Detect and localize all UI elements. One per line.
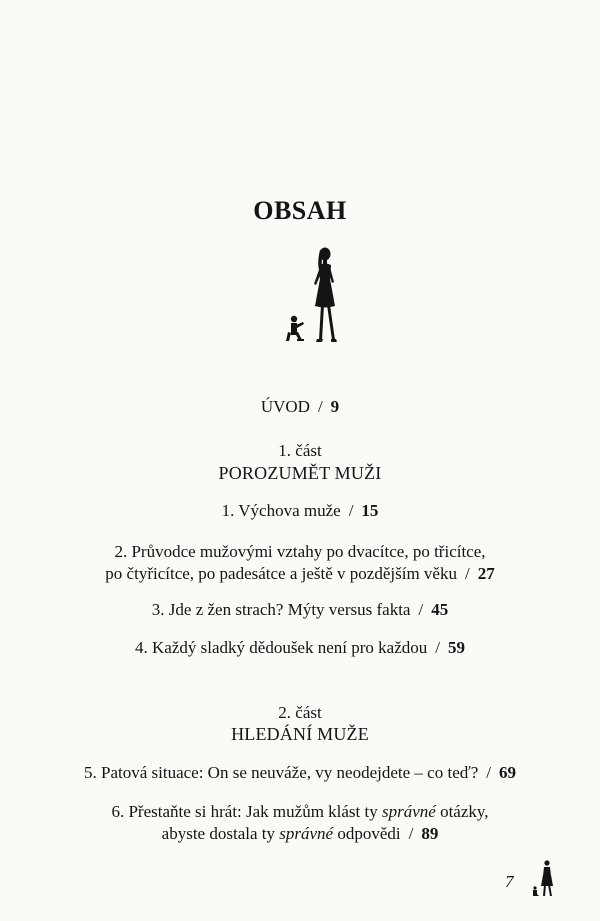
page-title: OBSAH [253,196,347,225]
part1-label: 1. část [278,441,322,460]
part1-heading: POROZUMĚT MUŽI [218,463,382,483]
entry-2-page-number: 27 [477,564,495,583]
entry-6-page-number: 89 [421,824,439,843]
page-number: 7 [505,872,514,891]
entry-3-page-number: 45 [431,600,449,619]
entry-2-title-line-1: 2. Průvodce mužovými vztahy po dvacítce, po třicítce, [114,542,486,561]
entry-4-title: 4. Každý sladký dědoušek není pro každou [135,638,428,657]
toc-entry-4 [0,637,600,659]
entry-6-separator: / [408,824,414,843]
toc-entry-6-line-1 [0,801,600,823]
entry-4-page-number: 59 [447,638,465,657]
footer-figure-illustration [530,858,556,898]
part2-label: 2. část [278,703,322,722]
entry-1-separator: / [348,501,354,520]
entry-1-page-number: 15 [361,501,379,520]
entry-2-separator: / [464,564,470,583]
entry-1-title: 1. Výchova muže [221,501,341,520]
woman-and-kneeling-man-illustration [280,240,350,345]
toc-entry-5 [0,762,600,784]
entry-6-line2-emphasis: správné [279,824,334,843]
toc-entry-6-line-2 [0,823,600,845]
entry-3-separator: / [418,600,424,619]
entry-5-separator: / [486,763,492,782]
entry-2-title-line-2: po čtyřicítce, po padesátce a ještě v pozdějším věku [105,564,457,583]
part2-heading: HLEDÁNÍ MUŽE [231,724,369,744]
intro-label: ÚVOD [260,397,310,416]
intro-separator: / [317,397,323,416]
entry-6-title-part-b: otázky, [435,802,489,821]
toc-intro-entry [0,396,600,418]
toc-entry-2-line-2 [0,563,600,585]
entry-5-page-number: 69 [499,763,517,782]
entry-6-line2-part-a: abyste dostala ty [161,824,280,843]
entry-6-line2-part-b: odpovědi [333,824,401,843]
intro-page-number: 9 [330,397,340,416]
toc-entry-3 [0,599,600,621]
entry-3-title: 3. Jde z žen strach? Mýty versus fakta [151,600,411,619]
entry-5-title: 5. Patová situace: On se neuváže, vy neodejdete – co teď? [83,763,479,782]
toc-entry-1 [0,500,600,522]
entry-6-title-part-a: 6. Přestaňte si hrát: Jak mužům klást ty [111,802,382,821]
entry-6-title-emphasis: správné [382,802,436,821]
entry-4-separator: / [435,638,440,657]
